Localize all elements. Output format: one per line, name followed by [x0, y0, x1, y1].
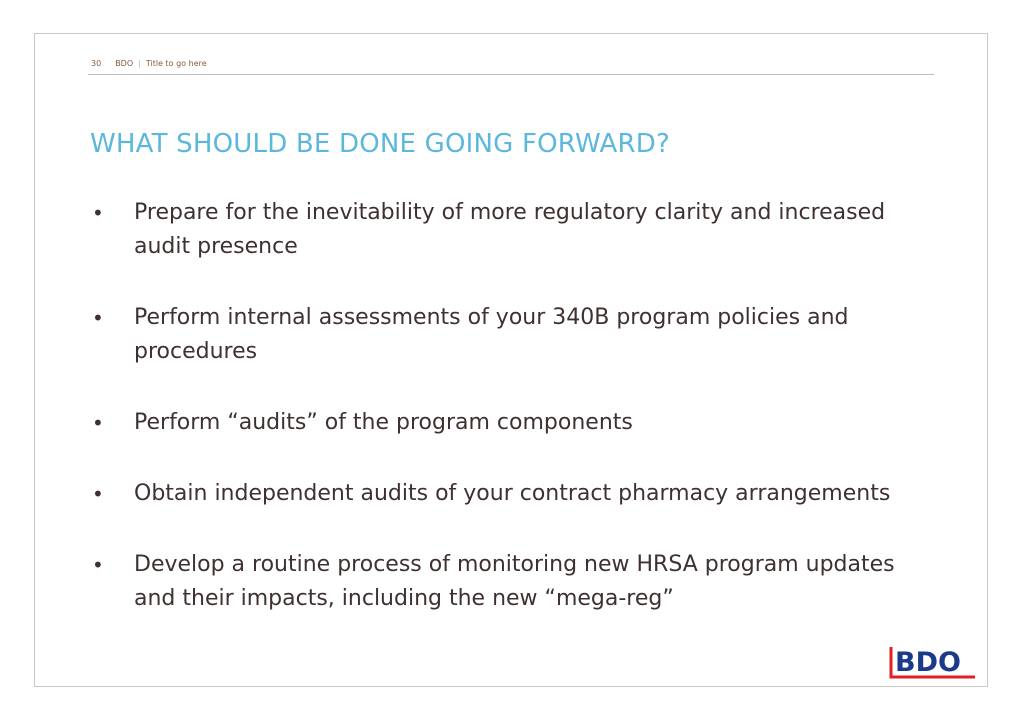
bullet-text: Perform internal assessments of your 340B program policies and procedures: [134, 305, 849, 364]
bullet-text: Perform “audits” of the program components: [134, 410, 633, 435]
bullet-item: [88, 548, 928, 616]
bdo-logo-text: BDO: [895, 647, 961, 678]
header-separator: |: [138, 59, 141, 68]
bullet-item: [88, 196, 928, 264]
section-title: Title to go here: [145, 59, 207, 68]
bullet-list: [88, 196, 928, 653]
company-name: BDO: [115, 59, 134, 68]
bullet-dot-icon: •: [92, 306, 104, 330]
slide-title: WHAT SHOULD BE DONE GOING FORWARD?: [90, 129, 670, 159]
bullet-dot-icon: •: [92, 411, 104, 435]
bullet-text: Prepare for the inevitability of more regulatory clarity and increased audit presence: [134, 200, 886, 259]
bullet-item: [88, 477, 928, 511]
bullet-text: Develop a routine process of monitoring new HRSA program updates and their impacts, including the new “mega-reg”: [134, 552, 895, 611]
bullet-dot-icon: •: [92, 201, 104, 225]
slide-header: [91, 59, 207, 68]
slide: [34, 33, 988, 687]
page-number: 30: [91, 59, 102, 68]
bdo-logo: [885, 644, 981, 680]
bullet-item: [88, 406, 928, 440]
bullet-dot-icon: •: [92, 482, 104, 506]
bullet-dot-icon: •: [92, 553, 104, 577]
header-divider: [88, 74, 934, 75]
bullet-text: Obtain independent audits of your contract pharmacy arrangements: [134, 481, 891, 506]
bullet-item: [88, 301, 928, 369]
